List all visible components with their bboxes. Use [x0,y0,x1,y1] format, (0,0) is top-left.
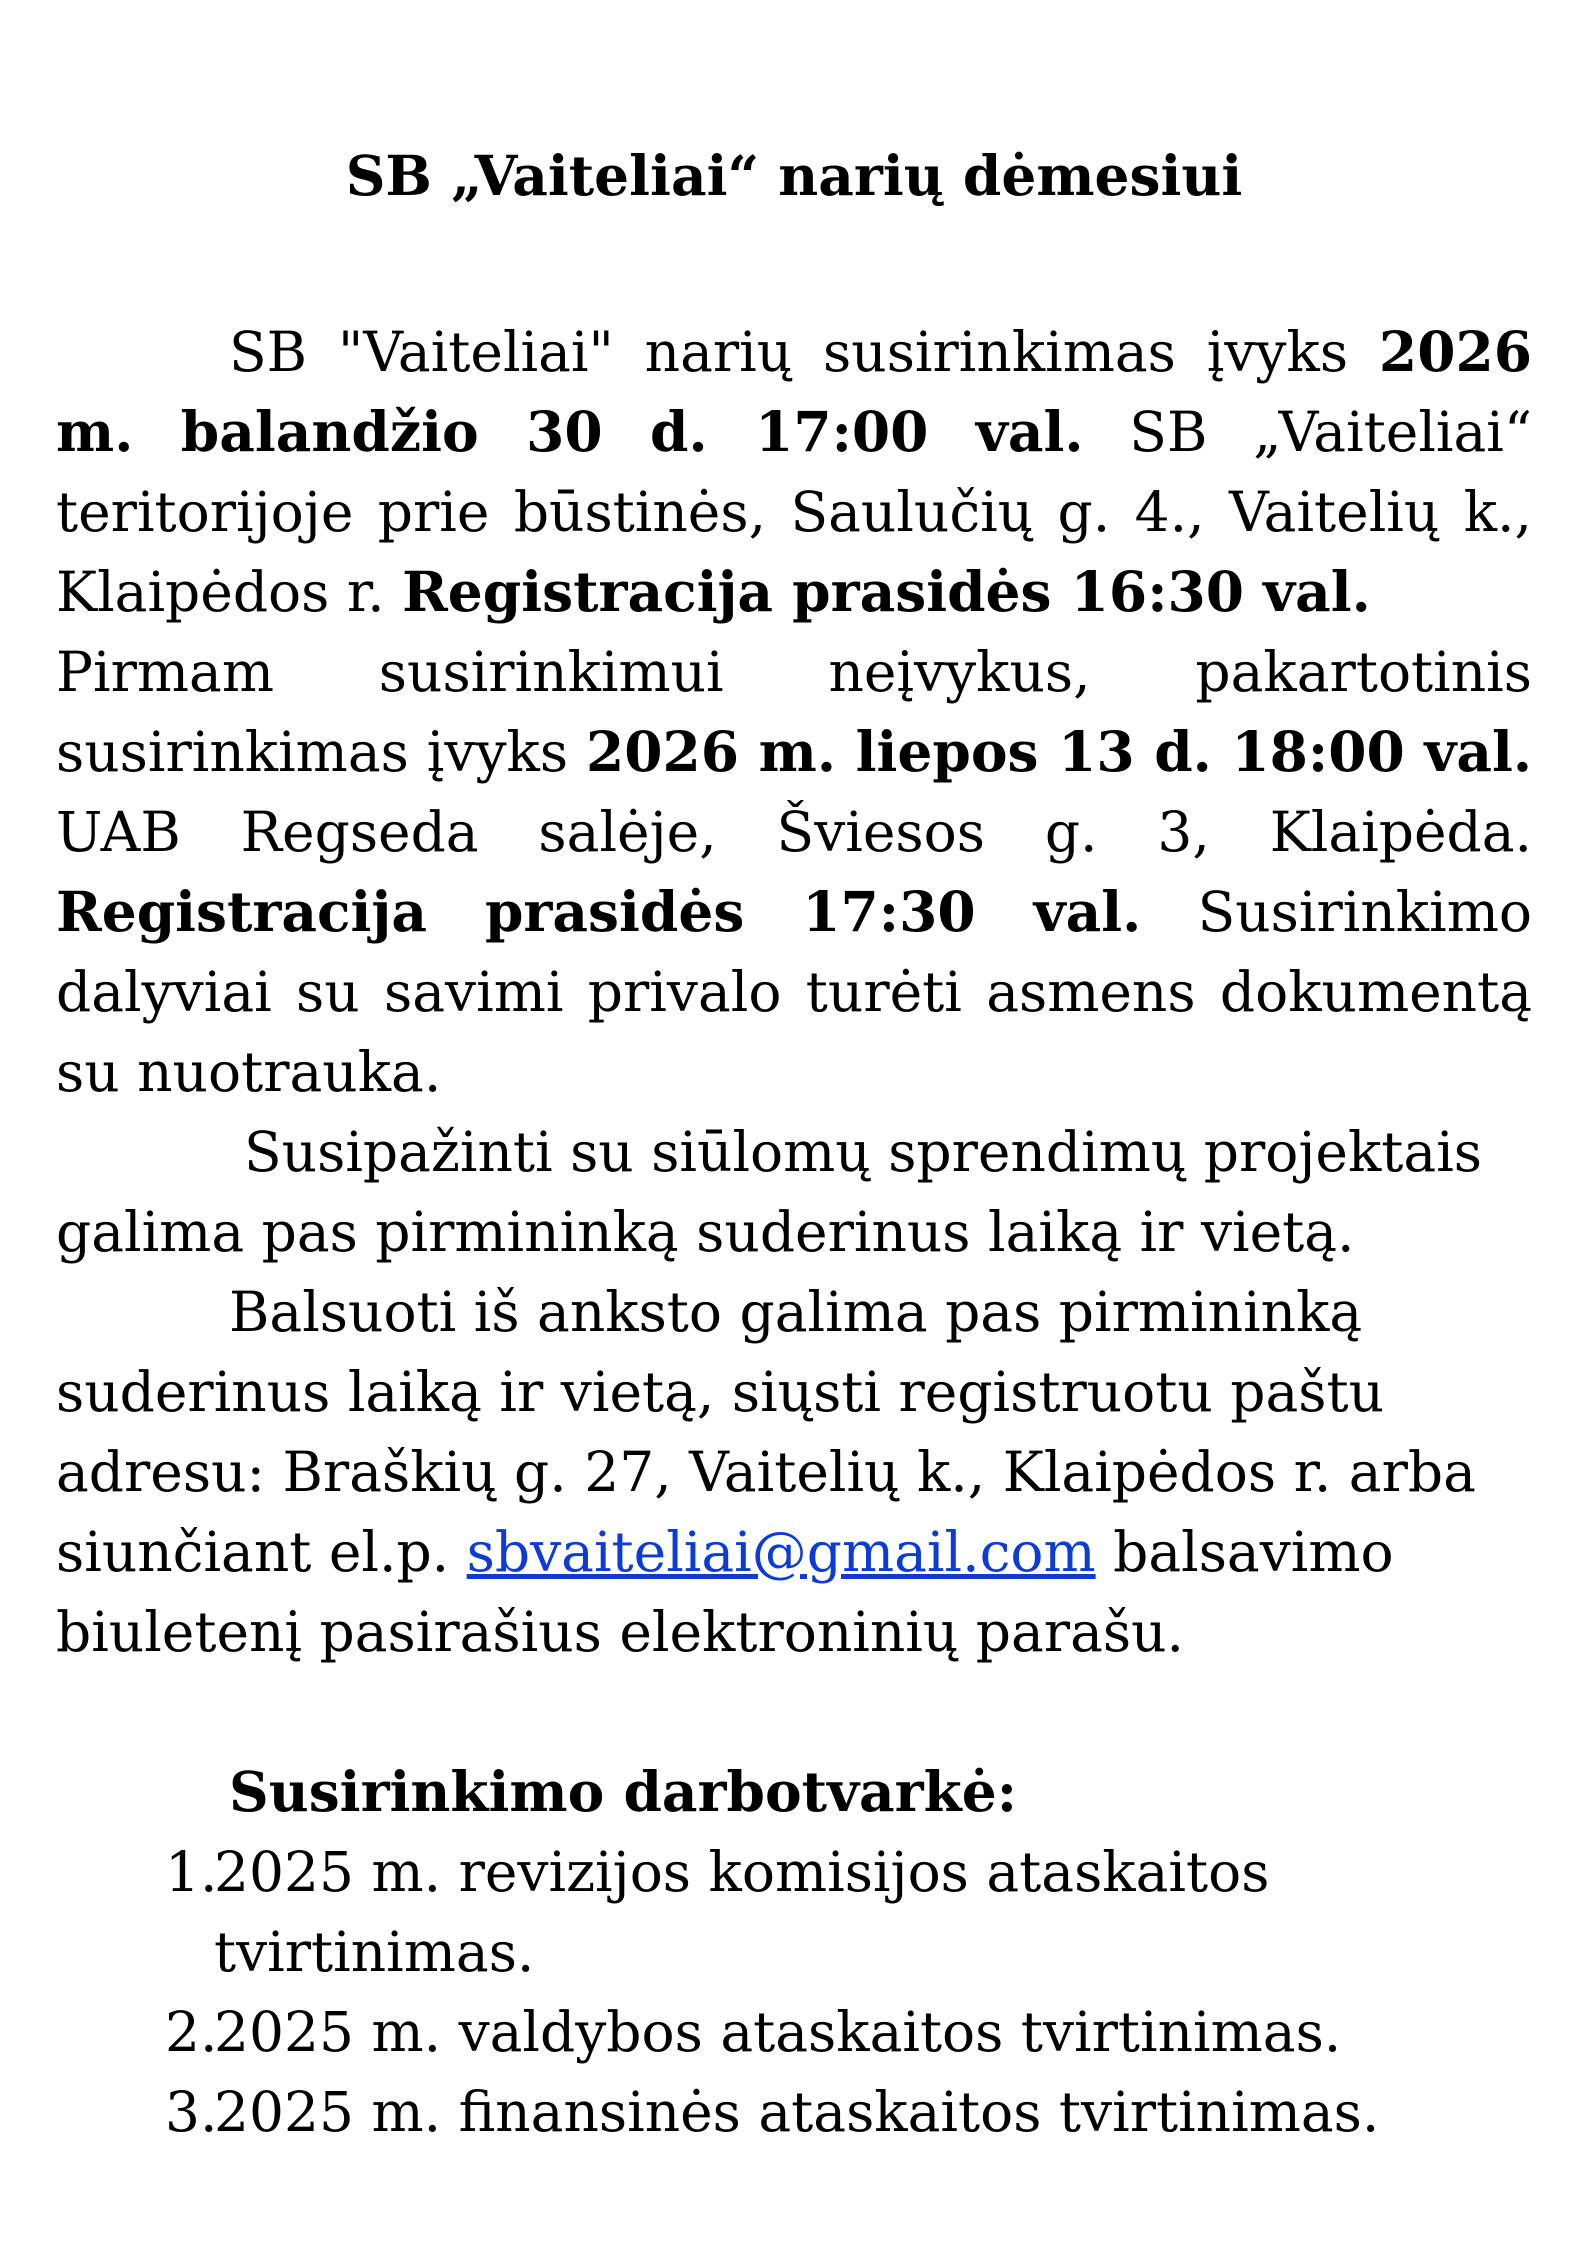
agenda-item-number: 3. [165,2080,218,2144]
paragraph-draft-decisions: Susipažinti su siūlomų sprendimų projektais galima pas pirmininką suderinus laiką ir vietą. [56,1120,1483,1264]
agenda-item-text: 2025 m. revizijos komisijos ataskaitos tvirtinimas. [214,1840,1270,1984]
meeting-location-text: SB „Vaiteliai“ teritorijoje prie būstinės, Saulučių g. 4., Vaitelių k., Klaipėdos r. [56,400,1532,624]
email-link[interactable]: sbvaiteliai@gmail.com [466,1520,1096,1584]
meeting-date-bold: 2026 m. balandžio 30 d. 17:00 val. [56,319,1532,464]
participants-id-requirement-text: Susirinkimo dalyviai su savimi privalo turėti asmens dokumentą su nuotrauka. [56,880,1532,1104]
page-title: SB „Vaiteliai“ narių dėmesiui [345,143,1243,208]
agenda-list [56,1832,1532,2152]
agenda-item-number: 2. [165,2000,218,2064]
paragraph-repeat-meeting [56,632,1532,1112]
agenda-item-text: 2025 m. finansinės ataskaitos tvirtinimas. [214,2080,1380,2144]
agenda-item [56,1832,1532,1992]
agenda-item [56,2072,1532,2152]
agenda-item-text: 2025 m. valdybos ataskaitos tvirtinimas. [214,2000,1342,2064]
repeat-registration-time-bold: Registracija prasidės 17:30 val. [56,879,1142,944]
paragraph-meeting-announcement [56,312,1532,632]
registration-time-bold: Registracija prasidės 16:30 val. [402,559,1371,624]
ballot-signature-text: balsavimo biuletenį pasirašius elektroninių parašu. [56,1520,1394,1664]
repeat-meeting-location-text: UAB Regseda salėje, Šviesos g. 3, Klaipėda. [56,800,1532,864]
agenda-item [56,1992,1532,2072]
paragraph-early-voting [56,1272,1532,1672]
meeting-intro-text: SB "Vaiteliai" narių susirinkimas įvyks [229,320,1379,384]
repeat-meeting-intro-text: Pirmam susirinkimui neįvykus, pakartotinis susirinkimas įvyks [56,640,1532,784]
early-voting-text: Balsuoti iš anksto galima pas pirmininką suderinus laiką ir vietą, siųsti registruotu paštu adresu: Braškių g. 27, Vaitelių k., Klaipėdos r. arba siunčiant el.p. [56,1280,1476,1584]
repeat-meeting-date-bold: 2026 m. liepos 13 d. 18:00 val. [586,719,1533,784]
document-page [56,136,1532,2152]
agenda-item-number: 1. [165,1840,218,1904]
agenda-title: Susirinkimo darbotvarkė: [229,1759,1018,1824]
